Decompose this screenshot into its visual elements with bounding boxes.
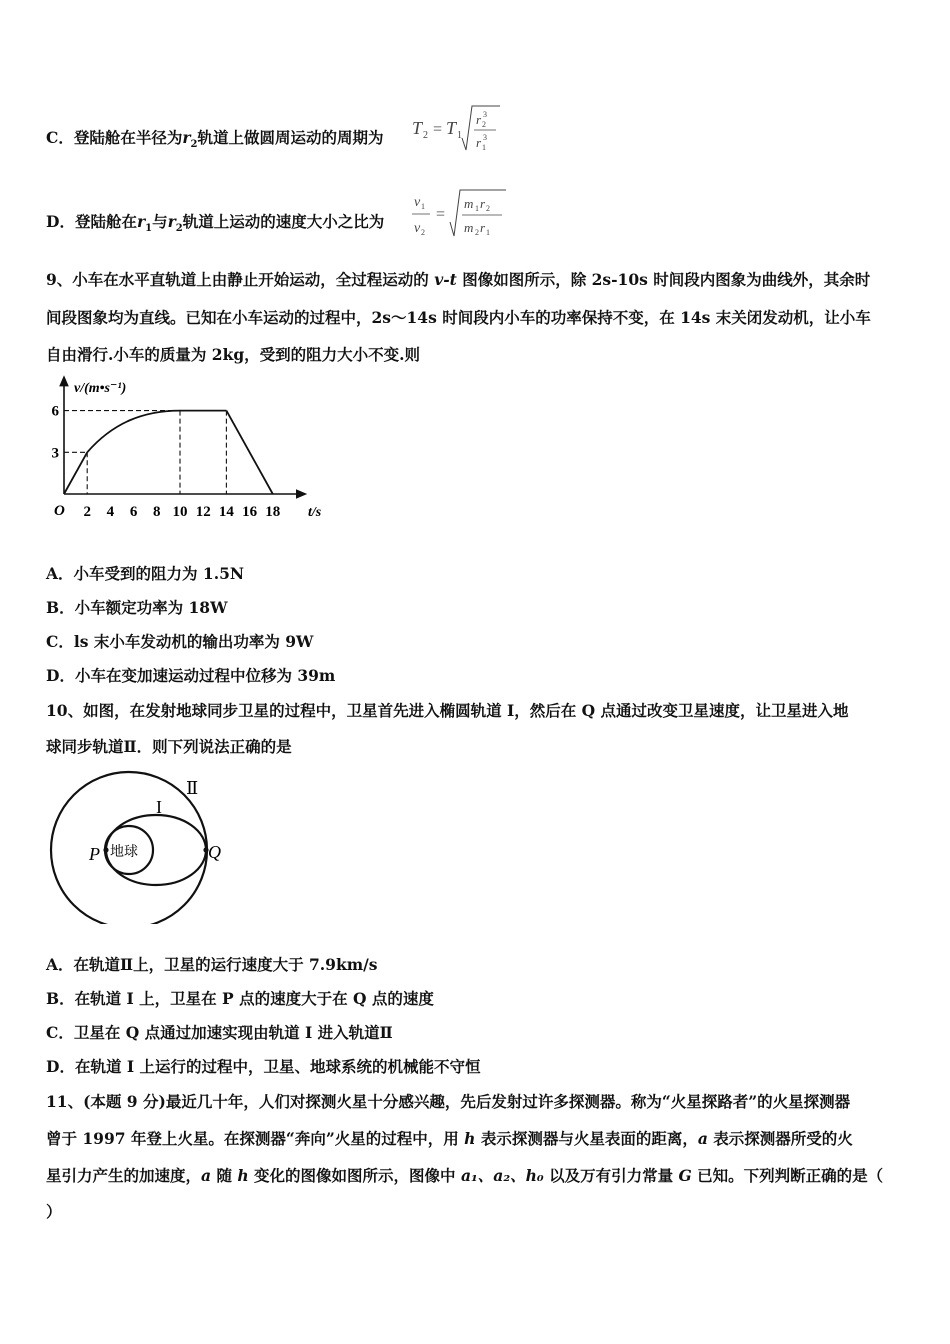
q8-option-d-formula (410, 186, 510, 246)
q11-line3 (46, 1166, 883, 1186)
q9-vt-chart-svg (46, 372, 346, 527)
q8-option-c (46, 128, 384, 155)
q11-line3d: 以及万有引力常量 (543, 1166, 679, 1185)
q8-option-d-prefix: D．登陆舱在 (46, 212, 137, 231)
q8-option-d-sub1: 1 (145, 223, 153, 235)
q8-option-c-r: r (182, 128, 191, 147)
svg-text:2: 2 (486, 204, 490, 213)
svg-text:1: 1 (475, 204, 479, 213)
svg-text:T: T (412, 118, 423, 138)
svg-text:m: m (464, 196, 474, 211)
x-tick-12: 12 (195, 504, 211, 520)
svg-text:r: r (480, 220, 486, 235)
svg-text:1: 1 (421, 202, 425, 211)
q9-option-d: D．小车在变加速运动过程中位移为 39m (46, 666, 336, 685)
q11-line2a: 曾于 1997 年登上火星。在探测器“奔向”火星的过程中，用 (46, 1129, 465, 1148)
q11-a2: a (201, 1166, 212, 1185)
q11-h2: h (237, 1166, 249, 1185)
svg-text:2: 2 (482, 120, 486, 129)
q9-chart-xlabel: t/s (308, 505, 322, 520)
svg-text:1: 1 (486, 228, 490, 237)
svg-text:3: 3 (483, 110, 487, 119)
q11-g: G (678, 1166, 692, 1185)
segment-2-10-curve (87, 411, 180, 453)
x-tick-8: 8 (153, 504, 161, 520)
q11-line2c: 表示探测器所受的火 (707, 1129, 853, 1148)
q9-line1a: 9、小车在水平直轨道上由静止开始运动，全过程运动的 (46, 270, 435, 289)
x-tick-6: 6 (129, 504, 138, 520)
svg-text:1: 1 (482, 143, 486, 152)
svg-text:3: 3 (483, 133, 487, 142)
q11-line2b: 表示探测器与火星表面的距离， (475, 1129, 698, 1148)
q8-option-c-sub: 2 (190, 139, 198, 151)
q10-option-b: B．在轨道 I 上，卫星在 P 点的速度大于在 Q 点的速度 (46, 989, 434, 1008)
x-tick-10: 10 (172, 504, 188, 520)
x-tick-18: 18 (265, 504, 281, 520)
svg-text:r: r (480, 196, 486, 211)
svg-text:v: v (414, 221, 421, 236)
q8-formula-c-svg (410, 100, 500, 160)
x-tick-14: 14 (218, 504, 234, 520)
svg-text:1: 1 (457, 130, 462, 141)
segment-14-18 (226, 411, 272, 494)
svg-text:m: m (464, 220, 474, 235)
q8-option-d-r1: r (136, 212, 146, 231)
q9-line3: 自由滑行.小车的质量为 2kg，受到的阻力大小不变.则 (46, 345, 421, 364)
q10-option-d: D．在轨道 I 上运行的过程中，卫星、地球系统的机械能不守恒 (46, 1057, 481, 1076)
svg-text:2: 2 (475, 228, 479, 237)
q9-option-b: B．小车额定功率为 18W (46, 598, 228, 617)
segment-0-2 (64, 452, 87, 494)
svg-text:v₁ / v₂ = √(m₁r₂ / m₂r₁): v₁ / v₂ = √(m₁r₂ / m₂r₁) (410, 186, 420, 187)
q11-line3e: 已知。下列判断正确的是（ (691, 1166, 884, 1185)
q10-orbit-diagram-svg (46, 768, 246, 924)
svg-text:v: v (414, 195, 421, 210)
q8-option-d-suffix: 轨道上运动的速度大小之比为 (182, 212, 385, 231)
q9-line1b: 图像如图所示，除 2s-10s 时间段内图象为曲线外，其余时 (456, 270, 871, 289)
q11-vars: a₁、a₂、h₀ (460, 1166, 544, 1185)
svg-text:2: 2 (423, 130, 428, 141)
q10-option-a: A．在轨道Ⅱ上，卫星的运行速度大于 7.9km/s (46, 955, 378, 974)
svg-text:T: T (446, 118, 457, 138)
svg-text:2: 2 (421, 228, 425, 237)
q10-option-c: C．卫星在 Q 点通过加速实现由轨道 I 进入轨道Ⅱ (46, 1023, 393, 1042)
label-p: P (89, 844, 100, 864)
q11-line2 (46, 1129, 853, 1149)
q11-line3c: 变化的图像如图所示，图像中 (248, 1166, 461, 1185)
earth-label: 地球 (110, 844, 138, 860)
q8-option-d (46, 212, 384, 239)
q11-line3b: 随 (211, 1166, 238, 1185)
y-tick-3: 3 (51, 445, 59, 462)
point-p (103, 847, 108, 852)
q9-vt: v-t (434, 270, 457, 289)
q9-line1 (46, 270, 870, 290)
q8-option-d-mid: 与 (152, 212, 168, 231)
svg-text:r: r (476, 135, 482, 150)
q10-line2: 球同步轨道Ⅱ．则下列说法正确的是 (46, 737, 292, 756)
q9-option-c: C．ls 末小车发动机的输出功率为 9W (46, 632, 314, 651)
q8-option-c-prefix: C．登陆舱在半径为 (46, 128, 183, 147)
y-tick-6: 6 (51, 403, 59, 420)
x-tick-4: 4 (106, 504, 115, 520)
q11-h1: h (464, 1129, 476, 1148)
q10-orbit-diagram (46, 768, 246, 924)
q8-option-d-r2: r (167, 212, 176, 231)
q9-option-a: A．小车受到的阻力为 1.5N (46, 564, 245, 583)
q8-option-c-suffix: 轨道上做圆周运动的周期为 (197, 128, 384, 147)
x-tick-2: 2 (83, 504, 91, 520)
svg-text:=: = (433, 121, 443, 138)
x-tick-16: 16 (242, 504, 258, 520)
q8-formula-d-svg (410, 186, 510, 246)
q9-chart-ylabel: v/(m•s⁻¹) (74, 381, 127, 396)
q11-line1: 11、(本题 9 分)最近几十年，人们对探测火星十分感兴趣，先后发射过许多探测器。称为“火星探路者”的火星探测器 (46, 1092, 851, 1111)
svg-text:T₂ = T₁√(r₂³ / r₁³): T₂ = T₁√(r₂³ / r₁³) (410, 100, 418, 101)
q11-line4: ） (46, 1202, 62, 1221)
q10-line1: 10、如图，在发射地球同步卫星的过程中，卫星首先进入椭圆轨道 I，然后在 Q 点通过改变卫星速度，让卫星进入地 (46, 701, 849, 720)
label-orbit-ii: Ⅱ (186, 778, 199, 798)
q11-line3a: 星引力产生的加速度， (46, 1166, 202, 1185)
svg-text:=: = (436, 206, 446, 223)
label-orbit-i: I (156, 797, 162, 817)
q9-chart-origin: O (54, 503, 65, 519)
q11-a1: a (697, 1129, 708, 1148)
label-q: Q (208, 842, 221, 862)
q9-vt-chart (46, 372, 346, 527)
svg-text:r: r (476, 112, 482, 127)
q8-option-c-formula (410, 100, 500, 160)
q8-option-d-sub2: 2 (175, 223, 183, 235)
q9-line2: 间段图象均为直线。已知在小车运动的过程中，2s～14s 时间段内小车的功率保持不变，在 14s 末关闭发动机，让小车 (46, 308, 871, 327)
